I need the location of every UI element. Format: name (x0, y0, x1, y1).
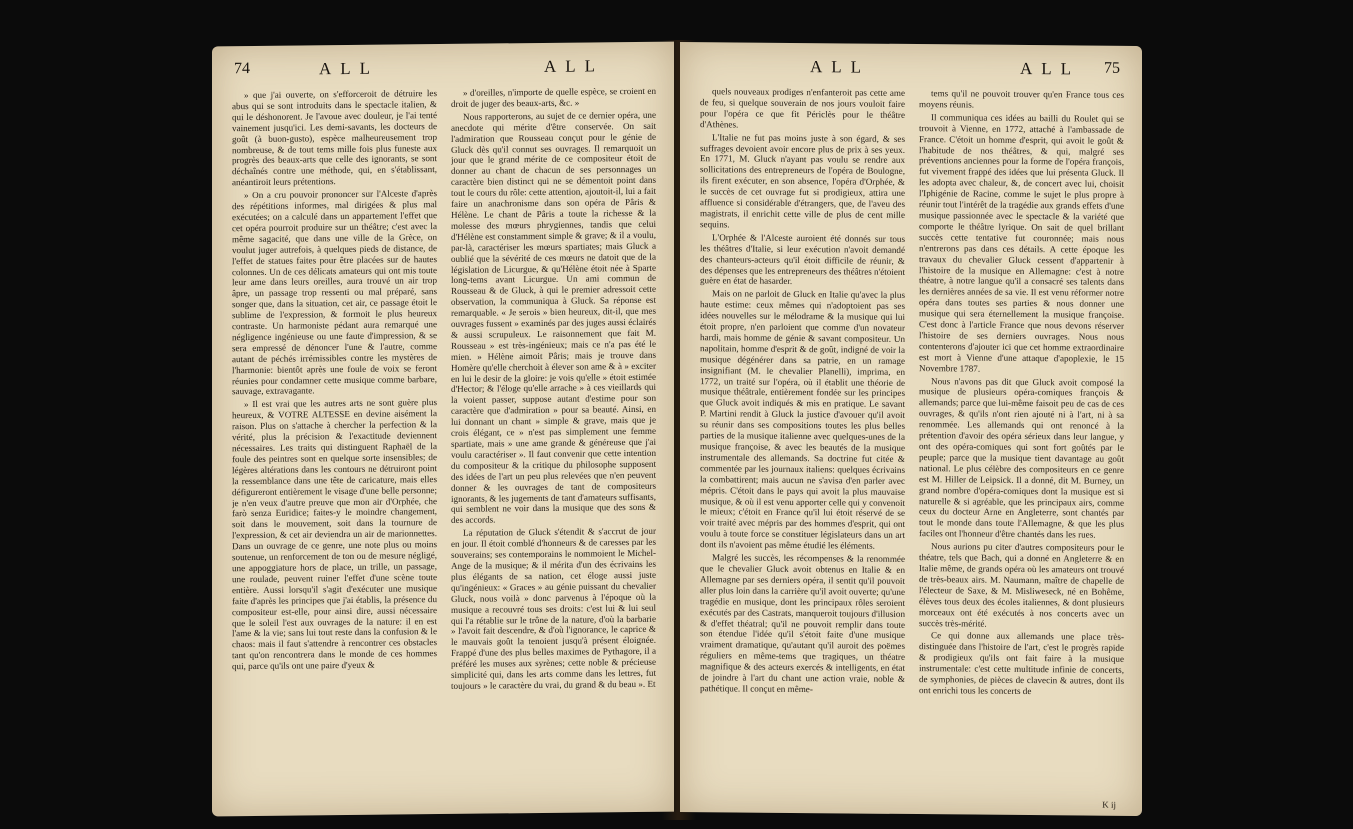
right-running-head-a: ALL (810, 57, 871, 77)
paragraph: Ce qui donne aux allemands une place très-distinguée dans l'histoire de l'art, c'est le progrès rapide & prodigieux qu'ils ont fait faire à la musique instrumentale: c'est cette multitude infinie de concerts, de symphonies, de pièces de clavecin & autres, dont ils ont enrichi tous les concerts de (919, 630, 1124, 696)
right-column-1 (700, 86, 905, 786)
paragraph: Nous rapporterons, au sujet de ce dernier opéra, une anecdote qui mérite d'être conservée. On sait l'admiration que Rousseau conçut pour le génie de Gluck dès qu'il connut ses ouvrages. Il remarquoit un jour que le grand mérite de ce compositeur étoit de donner au chant de chacun de ses personnages un caractère bien distinct qui ne se démentoit point dans tout le cours du rôle: cette attention, ajoutoit-il, lui a fait faire un anachronisme dans son opéra de Pâris & Hélène. Le chant de Pâris a toute la richesse & la molesse des mœurs phrygiennes, tandis que celui d'Hélène est constamment simple & grave; & il a voulu, par-là, caractériser les mœurs spartiates; mais Gluck a oublié que la sévérité de ces mœurs ne datoit que de la législation de Licurgue, & qu'Hélène étoit née à Sparte long-tems avant Licurgue. Un ami commun de Rousseau & de Gluck, à qui le premier adressoit cette observation, la communiqua à Gluck. Sa réponse est remarquable. « Je serois » bien heureux, dit-il, que mes ouvrages fussent » examinés par des juges aussi éclairés & aussi scrupuleux. Le raisonnement que fait M. Rousseau » est très-ingénieux; mais ce n'a pas été le mien. » Hélène aimoit Pâris; mais je trouve dans Homère qu'elle cherchoit à élever son ame & à » exciter en lui le desir de la gloire: je vois qu'elle » étoit estimée d'Hector; & l'éloge qu'elle arrache » à ces vieillards qui la voient passer, suppose autant d'estime pour son caractère que d'admiration » pour sa beauté. Ainsi, en lui donnant un chant » simple & grave, mais que je crois élégant, ce » n'est pas simplement une femme spartiate, mais » une ame grande & généreuse que j'ai voulu caractériser ». Il faut convenir que cette intention du compositeur & la critique du philosophe supposent des idées de l'art un peu plus relevées que n'en peuvent donner & les ouvrages de tant de compositeurs ignorants, & les jugements de tant d'amateurs suffisants, qui semblent ne voir dans la musique que des sons & des accords. (451, 109, 656, 526)
paragraph: Il communiqua ces idées au bailli du Roulet qui se trouvoit à Vienne, en 1772, attaché à l'ambassade de France. C'étoit un homme d'esprit, qui avoit le goût & l'habitude de nos théâtres, & qui, malgré ses préventions anciennes pour la forme de l'opéra françois, fut vivement frappé des idées que lui présenta Gluck. Il les adopta avec chaleur, &, de concert avec lui, choisit l'Iphigénie de Racine, comme le sujet le plus propre à réunir tout l'intérêt de la tragédie aux grands effets d'une musique passionnée avec le spectacle & la variété que comporte le théâtre lyrique. On sait de quel brillant succès cette tentative fut couronnée; mais nous n'entrerons pas dans ces détails. A cette époque les travaux du chevalier Gluck cessent d'appartenir à l'histoire de la musique en Allemagne: c'est à notre théatre, à notre langue qu'il a consacré ses talents dans les dernières années de sa vie. Il est venu réformer notre opéra dans toutes ses parties & nous donner une musique qui sera éternellement la musique françoise. C'est donc à l'article France que nous devons réserver l'histoire de ses derniers ouvrages. Nous nous contenterons d'ajouter ici que cet homme extraordinaire est mort à Vienne d'une attaque d'apoplexie, le 15 Novembre 1787. (919, 111, 1124, 374)
right-running-header (702, 56, 1120, 82)
paragraph: L'Orphée & l'Alceste auroient été donnés sur tous les théâtres d'Italie, si leur exécution n'avoit demandé des chanteurs-acteurs qu'il étoit difficile de réunir, & des dépenses que les entrepreneurs des théâtres n'étoient guère en état de hasarder. (700, 232, 905, 287)
paragraph: tems qu'il ne pouvoit trouver qu'en France tous ces moyens réunis. (919, 88, 1124, 110)
paragraph: » que j'ai ouverte, on s'efforceroit de détruire les abus qui se sont introduits dans le spectacle italien, & qui le déshonorent. Je l'avoue avec douleur, je l'ai tenté vainement jusqu'ici. Les demi-savants, les docteurs de goût (à buon-gusto), espèce malheureusement trop nombreuse, & de tout tems mille fois plus funeste aux progrès des beaux-arts que celle des ignorants, se sont déchaînés contre une méthode, qui, en s'établissant, anéantiroit leurs prétentions. (232, 88, 437, 188)
left-running-header (234, 56, 652, 82)
left-running-head-b: ALL (544, 56, 605, 76)
left-page (212, 42, 674, 817)
signature-mark: K ij (1102, 799, 1116, 810)
paragraph: quels nouveaux prodiges n'enfanteroit pas cette ame de feu, si quelque souverain de nos jours vouloit faire pour l'opéra ce que fit Périclès pour le théâtre d'Athènes. (700, 86, 905, 130)
paragraph: L'Italie ne fut pas moins juste à son égard, & ses suffrages devoient avoir encore plus de prix à ses yeux. En 1771, M. Gluck n'ayant pas voulu se rendre aux sollicitations des entrepreneurs de l'opéra de Boulogne, ils firent exécuter, en son absence, l'opéra d'Orphée, & le succès de cet ouvrage fut si prodigieux, attira une affluence si considérable d'étrangers, que, de l'aveu des magistrats, il enrichit cette ville de plus de cent mille sequins. (700, 131, 905, 230)
paragraph: » Il est vrai que les autres arts ne sont guère plus heureux, & VOTRE ALTESSE en devine aisément la raison. Plus on s'attache à chercher la perfection & la vérité, plus la précision & l'exactitude deviennent nécessaires. Les traits qui distinguent Raphaël de la foule des peintres sont en quelque sorte insensibles; de légères altérations dans les contours ne détruiront point la ressemblance dans une tête de caricature, mais elles défigureront entièrement le visage d'une belle personne; je n'en veux d'autre preuve que mon air d'Orphée, che farò senza Euridice; faites-y le moindre changement, soit dans le mouvement, soit dans la tournure de l'expression, & cet air deviendra un air de marionnettes. Dans un ouvrage de ce genre, une note plus ou moins soutenue, un renforcement de ton ou de mesure négligé, une appoggiature hors de place, un trille, un passage, une roulade, peuvent ruiner l'effet d'une scène toute entière. Aussi lorsqu'il s'agit d'exécuter une musique faite d'après les principes que j'ai établis, la présence du compositeur est-elle, pour ainsi dire, aussi nécessaire que le soleil l'est aux ouvrages de la nature: il en est l'ame & la vie; sans lui tout reste dans la confusion & le chaos: mais il faut s'attendre à rencontrer ces obstacles tant qu'on rencontrera dans le monde de ces hommes qui, parce qu'ils ont une paire d'yeux & (232, 397, 437, 672)
paragraph: » On a cru pouvoir prononcer sur l'Alceste d'après des répétitions informes, mal dirigées & plus mal exécutées; on a calculé dans un appartement l'effet que cet opéra pourroit produire sur un théâtre; c'est avec la même sagacité, que dans une ville de la Grèce, on voulut juger autrefois, à quelques pieds de distance, de l'effet de statues faites pour être placées sur de hautes colonnes. Un de ces délicats amateurs qui ont mis toute leur ame dans leurs oreilles, aura trouvé un air trop âpre, un passage trop ressenti ou mal préparé, sans songer que, dans la situation, cet air, ce passage étoit le sublime de l'expression, & formoit le plus heureux contraste. Un harmoniste pédant aura remarqué une négligence ingénieuse ou une faute d'impression, & se sera empressé de dénoncer l'une & l'autre, comme autant de péchés irrémissibles contre les mystères de l'harmonie: bientôt après une foule de voix se feront réunies pour condamner cette musique comme barbare, sauvage, extravagante. (232, 188, 437, 397)
left-page-number: 74 (234, 60, 250, 78)
right-running-head-b: ALL (1020, 58, 1081, 79)
paragraph: Nous n'avons pas dit que Gluck avoit composé la musique de plusieurs opéra-comiques françois & allemands; parce que lui-même faisoit peu de cas de ces ouvrages, & qu'ils n'ont rien ajouté ni à l'art, ni à sa renommée. Les allemands qui ont renoncé à la prétention d'avoir des opéra sérieux dans leur langue, y ont des opéra-comiques qui sont fort goûtés par le peuple; parce que la musique tient davantage au goût national. Le plus célèbre des compositeurs en ce genre est M. Hiller de Leipsick. Il a donné, dit M. Burney, un grand nombre d'opéra-comiques dont la musique est si naturelle & si agréable, que les principaux airs, comme ceux du docteur Arne en Angleterre, sont chantés par tout le monde dans toute l'Allemagne, & que les plus faciles ont l'honneur d'être chantés dans les rues. (919, 375, 1124, 540)
right-page (680, 42, 1142, 816)
right-column-2 (919, 88, 1124, 788)
left-column-1 (232, 88, 437, 788)
right-page-number: 75 (1104, 59, 1120, 77)
paragraph: La réputation de Gluck s'étendit & s'accrut de jour en jour. Il étoit comblé d'honneurs & de caresses par les souverains; ses contemporains le nommoient le Michel-Ange de la musique; & il mérita d'un des écrivains les plus élégants de sa nation, cet éloge aussi juste qu'ingénieux: « Graces » au génie puissant du chevalier Gluck, nous voilà » donc parvenus à l'époque où la musique a recouvré tous ses droits: c'est lui & lui seul qui l'a rétablie sur le trône de la nature, d'où la barbarie » l'avoit fait descendre, & d'où l'ignorance, le caprice & le mauvais goût la tenoient jusqu'à présent éloignée. Frappé d'une des plus belles maximes de Pythagore, il a préféré les muses aux syrènes; cette noble & précieuse simplicité qui, dans les arts comme dans les lettres, fut toujours » le caractère du vrai, du grand & du beau ». Et (451, 526, 656, 691)
left-running-head-a: ALL (319, 58, 380, 79)
paragraph: Mais on ne parloit de Gluck en Italie qu'avec la plus haute estime: ceux mêmes qui n'adoptoient pas ses idées nouvelles sur le mélodrame & la musique qui lui étoit propre, n'en parloient que comme d'un novateur hardi, mais homme de génie & savant compositeur. Un napolitain, homme d'esprit & de goût, indigné de voir la musique dégénérer dans sa patrie, en un ramage insignifiant (M. le chevalier Planelli), imprima, en 1772, un traité sur l'opéra, où il établit une théorie de musique théâtrale, entièrement fondée sur les principes que Gluck avoit indiqués & mis en pratique. Le savant P. Martini rendit à Gluck la justice d'avouer qu'il avoit su réunir dans ses compositions toutes les plus belles parties de la musique italienne avec quelques-unes de la musique françoise, & avec les beautés de la musique instrumentale des allemands. Sa doctrine fut citée & commentée par les journaux italiens: quelques écrivains la combattirent; mais aucun ne s'avisa d'en parler avec mépris. C'étoit dans le pays qui avoit la plus mauvaise musique, & où il est venu apporter celle qui y convenoit le mieux; c'étoit en France qu'il lui étoit réservé de se voir traité avec mépris par des hommes d'esprit, qui ont voulu à toute force se constituer législateurs dans un art dont ils n'avoient pas même étudié les éléments. (700, 288, 905, 551)
paragraph: Nous aurions pu citer d'autres compositeurs pour le théatre, tels que Bach, qui a donné en Angleterre & en Italie même, de grands opéra où les amateurs ont trouvé de très-beaux airs. M. Naumann, maître de chapelle de l'électeur de Saxe, & M. Misliweseck, né en Bohême, élèves tous deux des écoles italiennes, & dont plusieurs morceaux ont été exécutés à nos concerts avec un succès très-mérité. (919, 541, 1124, 629)
left-column-2 (451, 86, 656, 786)
paragraph: » d'oreilles, n'importe de quelle espèce, se croient en droit de juger des beaux-arts, &c. » (451, 85, 656, 109)
paragraph: Malgré les succès, les récompenses & la renommée que le chevalier Gluck avoit obtenus en Italie & en Allemagne par ses derniers opéra, il sentit qu'il pouvoit aller plus loin dans la carrière qu'il avoit ouverte; qu'une tragédie en musique, dont les principaux rôles seroient exécutés par des Castrats, manqueroit toujours d'illusion & d'effet théatral; qu'il ne pouvoit remplir dans toute son étendue l'idée qu'il s'étoit faite d'une musique vraiment dramatique, qu'autant qu'il auroit des poëmes réguliers en même-tems que tragiques, un théatre magnifique & des acteurs exercés & intelligents, en état de joindre à l'art du chant une action vraie, noble & pathétique. Il conçut en même- (700, 552, 905, 695)
